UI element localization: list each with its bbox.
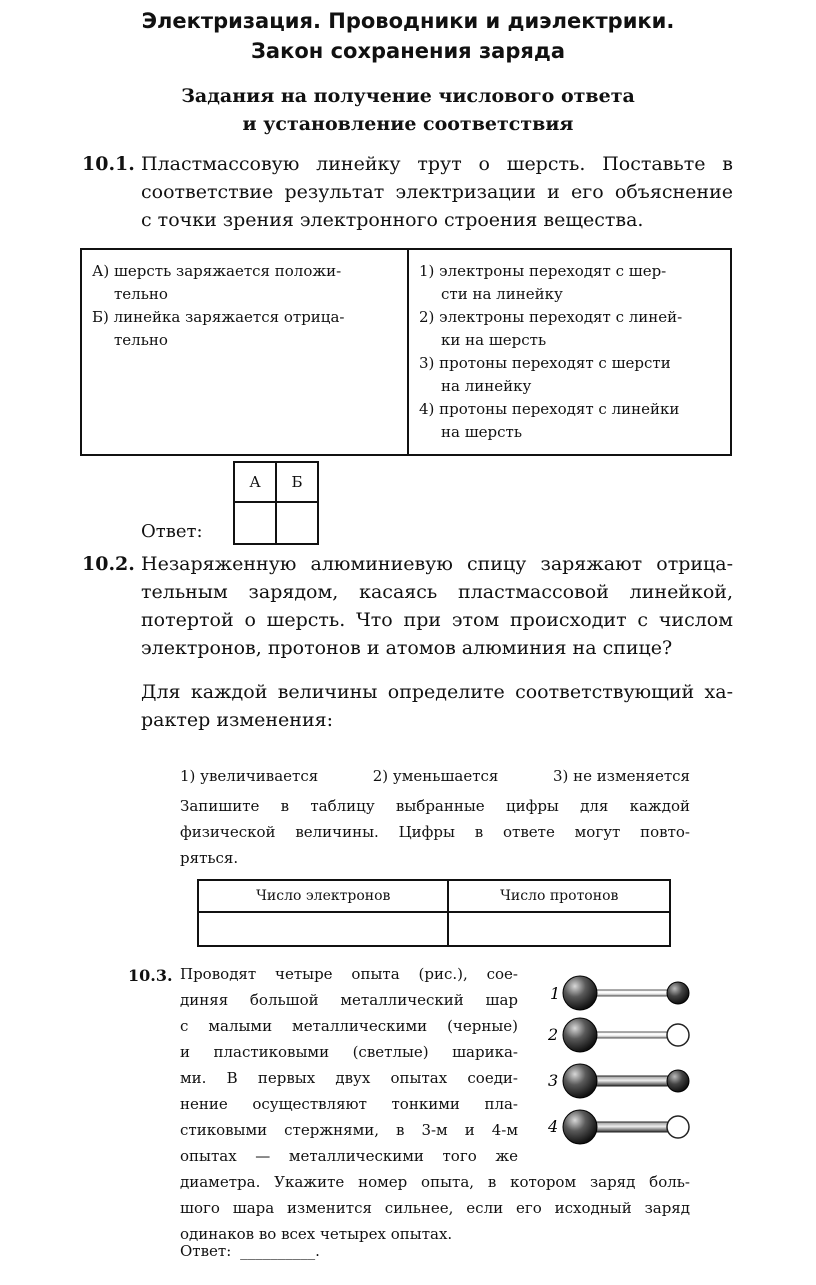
text-line: Пластмассовую линейку трут о шерсть. Поставьте в xyxy=(141,153,733,175)
text-line: опытах — металлическими того же xyxy=(180,1147,518,1165)
text-line: диняя большой металлический шар xyxy=(180,991,518,1009)
subtitle-line-2: и установление соответствия xyxy=(242,113,574,135)
section-subtitle xyxy=(0,82,816,138)
text-line: с точки зрения электронного строения вещества. xyxy=(141,209,644,231)
experiment-1 xyxy=(550,976,689,1010)
matching-option-2: 2) электроны переходят с линей- ки на шерсть xyxy=(419,308,683,349)
page-title xyxy=(0,6,816,66)
text-line: ряться. xyxy=(180,849,239,867)
question-number-10-2: 10.2. xyxy=(82,553,135,575)
experiment-3 xyxy=(548,1064,689,1098)
question-10-2-instruction xyxy=(141,678,733,734)
answer-line-10-3 xyxy=(180,1238,320,1264)
figure-label-2: 2 xyxy=(548,1025,559,1044)
title-line-2: Закон сохранения заряда xyxy=(250,39,565,63)
grid-header-b: Б xyxy=(276,462,318,502)
question-number-10-3: 10.3. xyxy=(128,966,173,985)
text-line: нение осуществляют тонкими пла- xyxy=(180,1095,518,1113)
text-line: Незаряженную алюминиевую спицу заряжают отрица- xyxy=(141,553,733,575)
question-10-3-text xyxy=(180,961,518,1169)
answer-cell-a[interactable] xyxy=(234,502,276,544)
matching-right-column xyxy=(408,249,731,455)
question-10-1-text xyxy=(141,150,733,234)
answer-blank-10-3[interactable]: __________. xyxy=(240,1242,320,1260)
matching-option-4: 4) протоны переходят с линейки на шерсть xyxy=(419,400,680,441)
matching-table xyxy=(80,248,732,456)
matching-option-3: 3) протоны переходят с шерсти на линейку xyxy=(419,354,671,395)
figure-label-3: 3 xyxy=(548,1071,559,1090)
text-line: шого шара изменится сильнее, если его исходный заряд xyxy=(180,1199,690,1217)
answer-cell-protons[interactable] xyxy=(448,912,670,946)
write-instruction xyxy=(180,793,690,871)
experiment-2 xyxy=(547,1018,689,1052)
text-line: диаметра. Укажите номер опыта, в котором заряд боль- xyxy=(180,1173,690,1191)
text-line: потертой о шерсть. Что при этом происходит с числом xyxy=(141,609,733,631)
option-decrease: 2) уменьшается xyxy=(372,767,499,785)
answer-label-10-3: Ответ: xyxy=(180,1242,232,1260)
text-line: тельным зарядом, касаясь пластмассовой линейкой, xyxy=(141,581,733,603)
text-line: одинаков во всех четырех опытах. xyxy=(180,1225,453,1243)
question-10-2-text xyxy=(141,550,733,662)
text-line: с малыми металлическими (черные) xyxy=(180,1017,518,1035)
experiment-4 xyxy=(547,1110,689,1144)
answer-cell-b[interactable] xyxy=(276,502,318,544)
option-increase: 1) увеличивается xyxy=(180,767,319,785)
text-line: Проводят четыре опыта (рис.), сое- xyxy=(180,965,518,983)
matching-left-column xyxy=(81,249,408,455)
column-header-electrons: Число электронов xyxy=(198,880,448,912)
figure-label-4: 4 xyxy=(548,1117,559,1136)
matching-item-a: А) шерсть заряжается положи- тельно xyxy=(92,262,342,303)
option-unchanged: 3) не изменяется xyxy=(552,767,690,785)
text-line: ми. В первых двух опытах соеди- xyxy=(180,1069,518,1087)
text-line: Для каждой величины определите соответствующий ха- xyxy=(141,681,733,703)
grid-header-a: А xyxy=(234,462,276,502)
text-line: рактер изменения: xyxy=(141,709,333,731)
text-line: соответствие результат электризации и его объяснение xyxy=(141,181,733,203)
column-header-protons: Число протонов xyxy=(448,880,670,912)
matching-option-1: 1) электроны переходят с шер- сти на линейку xyxy=(419,262,667,303)
answer-label-10-1: Ответ: xyxy=(141,521,203,542)
question-number-10-1: 10.1. xyxy=(82,153,135,175)
figure-label-1: 1 xyxy=(550,984,561,1003)
answer-cell-electrons[interactable] xyxy=(198,912,448,946)
answer-grid-10-1 xyxy=(233,461,319,545)
answer-table-10-2 xyxy=(197,879,671,947)
title-line-1: Электризация. Проводники и диэлектрики. xyxy=(141,9,675,33)
question-10-3-text-continued xyxy=(180,1169,690,1247)
experiment-figure xyxy=(540,968,710,1158)
text-line: электронов, протонов и атомов алюминия на спице? xyxy=(141,637,673,659)
text-line: физической величины. Цифры в ответе могут повто- xyxy=(180,823,690,841)
text-line: Запишите в таблицу выбранные цифры для каждой xyxy=(180,797,690,815)
text-line: и пластиковыми (светлые) шарика- xyxy=(180,1043,518,1061)
matching-item-b: Б) линейка заряжается отрица- тельно xyxy=(92,308,345,349)
change-options xyxy=(180,763,690,789)
text-line: стиковыми стержнями, в 3-м и 4-м xyxy=(180,1121,518,1139)
subtitle-line-1: Задания на получение числового ответа xyxy=(181,85,635,107)
